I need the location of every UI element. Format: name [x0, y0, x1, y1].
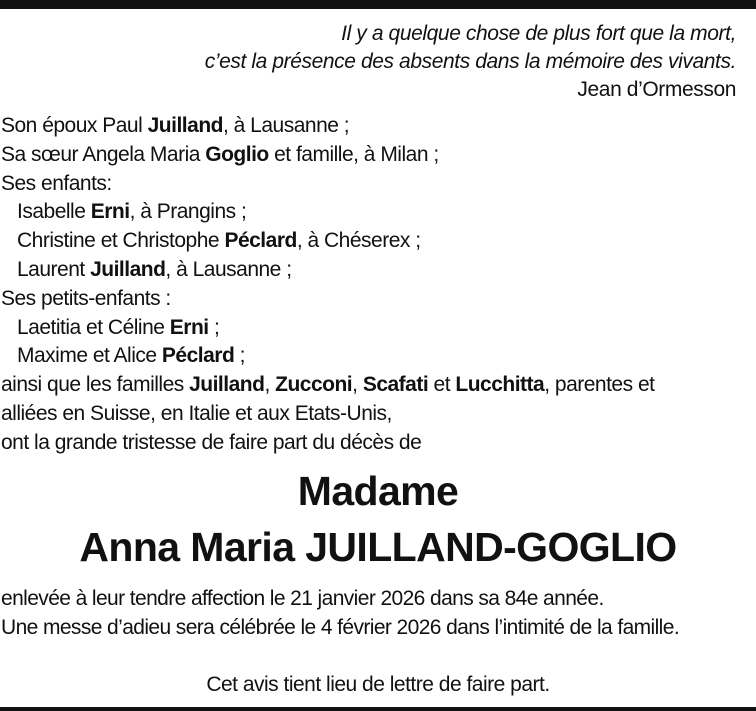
death-details [1, 584, 756, 642]
sister-line [1, 141, 753, 170]
family-name: Juilland [189, 373, 265, 397]
spouse-post: , à Lausanne ; [222, 114, 350, 137]
grandchild-pre: Maxime et Alice [17, 344, 162, 368]
child-pre: Laurent [17, 257, 91, 281]
quote-line-1: Il y a quelque chose de plus fort que la mort, [341, 22, 736, 45]
families-separator: , [264, 373, 276, 397]
spouse-pre: Son époux Paul [1, 114, 148, 137]
families-post: , parentes et [544, 373, 655, 397]
extended-families-line-2: alliées en Suisse, en Italie et aux Etats-Unis, [1, 401, 392, 425]
grandchild-pre: Laetitia et Céline [17, 315, 170, 339]
child-line [1, 256, 753, 285]
grandchild-surname: Péclard [161, 344, 235, 368]
grandchild-line [1, 314, 753, 343]
children-heading: Ses enfants: [1, 171, 112, 195]
quote-line-2: c’est la présence des absents dans la mémoire des vivants. [204, 50, 736, 73]
child-post: , à Chéserex ; [296, 229, 421, 253]
spouse-line [1, 112, 753, 141]
child-surname: Péclard [224, 229, 297, 253]
quote-author: Jean d’Ormesson [577, 78, 736, 101]
child-post: , à Prangins ; [129, 200, 247, 224]
family-name: Zucconi [275, 373, 353, 397]
grandchildren-heading: Ses petits-enfants : [1, 286, 171, 310]
child-pre: Christine et Christophe [17, 229, 225, 253]
child-surname: Erni [90, 200, 130, 224]
bottom-border-rule [0, 707, 756, 711]
deceased-name: Anna Maria JUILLAND-GOGLIO [79, 524, 677, 570]
grandchild-line [1, 342, 753, 371]
sister-surname: Goglio [205, 142, 269, 166]
families-pre: ainsi que les familles [1, 373, 190, 397]
deceased-title: Madame [297, 468, 459, 514]
extended-families-line [1, 371, 753, 400]
epigraph-quote [205, 20, 736, 104]
child-surname: Juilland [90, 257, 166, 281]
announcement-line: ont la grande tristesse de faire part du décès de [1, 430, 422, 454]
spouse-surname: Juilland [147, 114, 223, 137]
family-name: Lucchitta [455, 373, 545, 397]
deceased-name-block [0, 463, 756, 575]
grandchild-post: ; [234, 344, 245, 368]
families-separator: et [428, 373, 456, 397]
closing-note: Cet avis tient lieu de lettre de faire part. [206, 673, 550, 696]
grandchild-surname: Erni [169, 315, 209, 339]
family-name: Scafati [362, 373, 429, 397]
child-pre: Isabelle [17, 200, 91, 224]
child-line [1, 198, 753, 227]
child-line [1, 227, 753, 256]
sister-pre: Sa sœur Angela Maria [1, 142, 206, 166]
families-separator: , [352, 373, 363, 397]
death-date-line: enlevée à leur tendre affection le 21 janvier 2026 dans sa 84e année. [1, 587, 604, 610]
grandchild-post: ; [208, 315, 220, 339]
top-border-rule [0, 0, 756, 9]
sister-post: et famille, à Milan ; [268, 142, 439, 166]
child-post: , à Lausanne ; [165, 257, 292, 281]
mass-line: Une messe d’adieu sera célébrée le 4 février 2026 dans l’intimité de la famille. [1, 616, 680, 639]
family-list [1, 112, 753, 458]
